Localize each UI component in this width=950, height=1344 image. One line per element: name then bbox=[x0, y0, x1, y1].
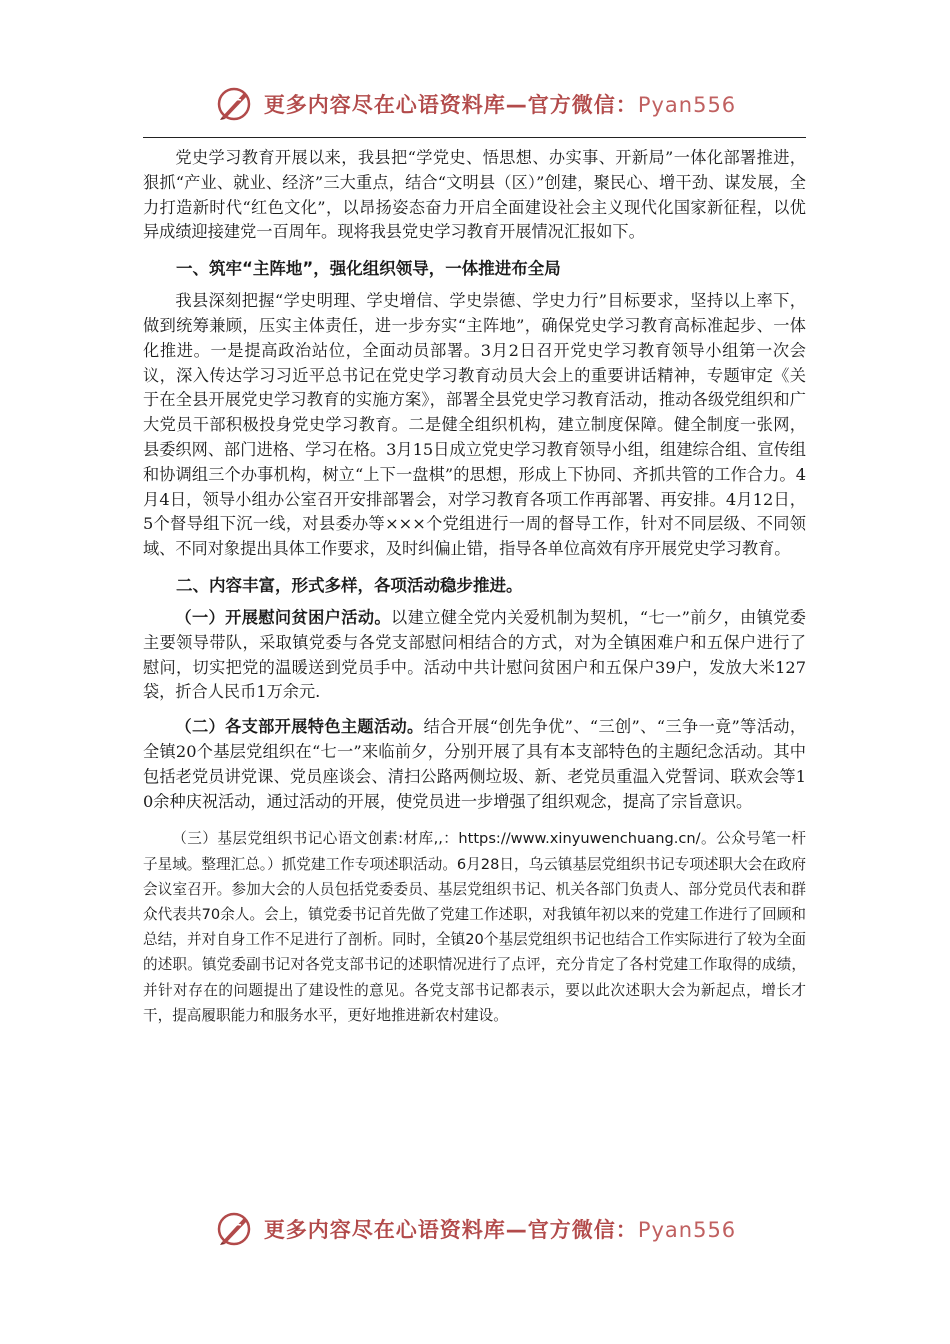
header-rule bbox=[143, 137, 806, 138]
section2-item1 bbox=[143, 606, 806, 705]
footer-watermark bbox=[0, 1207, 950, 1251]
section2-item3: （三）基层党组织书记心语文创素:材库,,：https://www.xinyuwenchuang.cn/。公众号笔一杆子星域。整理汇总。）抓党建工作专项述职活动。6月28日，乌云镇基层党组织书记专项述职大会在政府会议室召开。参加大会的人员包括党委委员、基层党组织书记、机关各部门负责人、部分党员代表和群众代表共70余人。会上，镇党委书记首先做了党建工作述职，对我镇年初以来的党建工作进行了回顾和总结，并对自身工作不足进行了剖析。同时，全镇20个基层党组织书记也结合工作实际进行了较为全面的述职。镇党委副书记对各党支部书记的述职情况进行了点评，充分肯定了各村党建工作取得的成绩，并针对存在的问题提出了建设性的意见。各党支部书记都表示，要以此次述职大会为新起点，增长才干，提高履职能力和服务水平，更好地推进新农村建设。 bbox=[143, 830, 806, 1024]
intro-paragraph: 党史学习教育开展以来，我县把“学党史、悟思想、办实事、开新局”一体化部署推进，狠抓“产业、就业、经济”三大重点，结合“文明县（区）”创建，聚民心、增干劲、谋发展，全力打造新时代“红色文化”，以昂扬姿态奋力开启全面建设社会主义现代化国家新征程，以优异成绩迎接建党一百周年。现将我县党史学习教育开展情况汇报如下。 bbox=[143, 148, 806, 242]
item1-lead: （一）开展慰问贫困户活动。 bbox=[175, 607, 391, 627]
section1-paragraph: 我县深刻把握“学史明理、学史增信、学史崇德、学史力行”目标要求，坚持以上率下，做到统筹兼顾，压实主体责任，进一步夯实“主阵地”，确保党史学习教育高标准起步、一体化推进。一是提高政治站位，全面动员部署。3月2日召开党史学习教育领导小组第一次会议，深入传达学习习近平总书记在党史学习教育动员大会上的重要讲话精神，专题审定《关于在全县开展党史学习教育的实施方案》，部署全县党史学习教育活动，推动各级党组织和广大党员干部积极投身党史学习教育。二是健全组织机构，建立制度保障。健全制度一张网，县委织网、部门进格、学习在格。3月15日成立党史学习教育领导小组，组建综合组、宣传组和协调组三个办事机构，树立“上下一盘棋”的思想，形成上下协同、齐抓共管的工作合力。4月4日，领导小组办公室召开安排部署会，对学习教育各项工作再部署、再安排。4月12日，5个督导组下沉一线，对县委办等×××个党组进行一周的督导工作，针对不同层级、不同领域、不同对象提出具体工作要求，及时纠偏止错，指导各单位高效有序开展党史学习教育。 bbox=[143, 291, 806, 559]
pen-logo-icon bbox=[214, 1209, 254, 1249]
item2-lead: （二）各支部开展特色主题活动。 bbox=[175, 717, 424, 737]
section2-heading: 二、内容丰富，形式多样，各项活动稳步推进。 bbox=[176, 575, 523, 595]
wechat-id: Pyan556 bbox=[637, 93, 737, 117]
item1-body: 以建立健全党内关爱机制为契机，“七一”前夕，由镇党委主要领导带队，采取镇党委与各党支部慰问相结合的方式，对为全镇困难户和五保户进行了慰问，切实把党的温暖送到党员手中。活动中共计慰问贫困户和五保户39户，发放大米127袋，折合人民币1万余元. bbox=[143, 607, 806, 702]
wechat-id: Pyan556 bbox=[637, 1218, 737, 1242]
watermark-text: 更多内容尽在心语资料库—官方微信： bbox=[263, 1218, 638, 1242]
pen-logo-icon bbox=[214, 84, 254, 124]
document-body bbox=[143, 146, 806, 1028]
header-watermark bbox=[0, 82, 950, 126]
section1-heading: 一、筑牢“主阵地”，强化组织领导，一体推进布全局 bbox=[176, 259, 561, 279]
section2-item2 bbox=[143, 715, 806, 814]
watermark-text: 更多内容尽在心语资料库—官方微信： bbox=[263, 93, 638, 117]
item2-body: 结合开展“创先争优”、“三创”、“三争一竟”等活动，全镇20个基层党组织在“七一”来临前夕，分别开展了具有本支部特色的主题纪念活动。其中包括老党员讲党课、党员座谈会、清扫公路两侧垃圾、新、老党员重温入党誓词、联欢会等10余种庆祝活动，通过活动的开展，使党员进一步增强了组织观念，提高了宗旨意识。 bbox=[143, 717, 807, 811]
